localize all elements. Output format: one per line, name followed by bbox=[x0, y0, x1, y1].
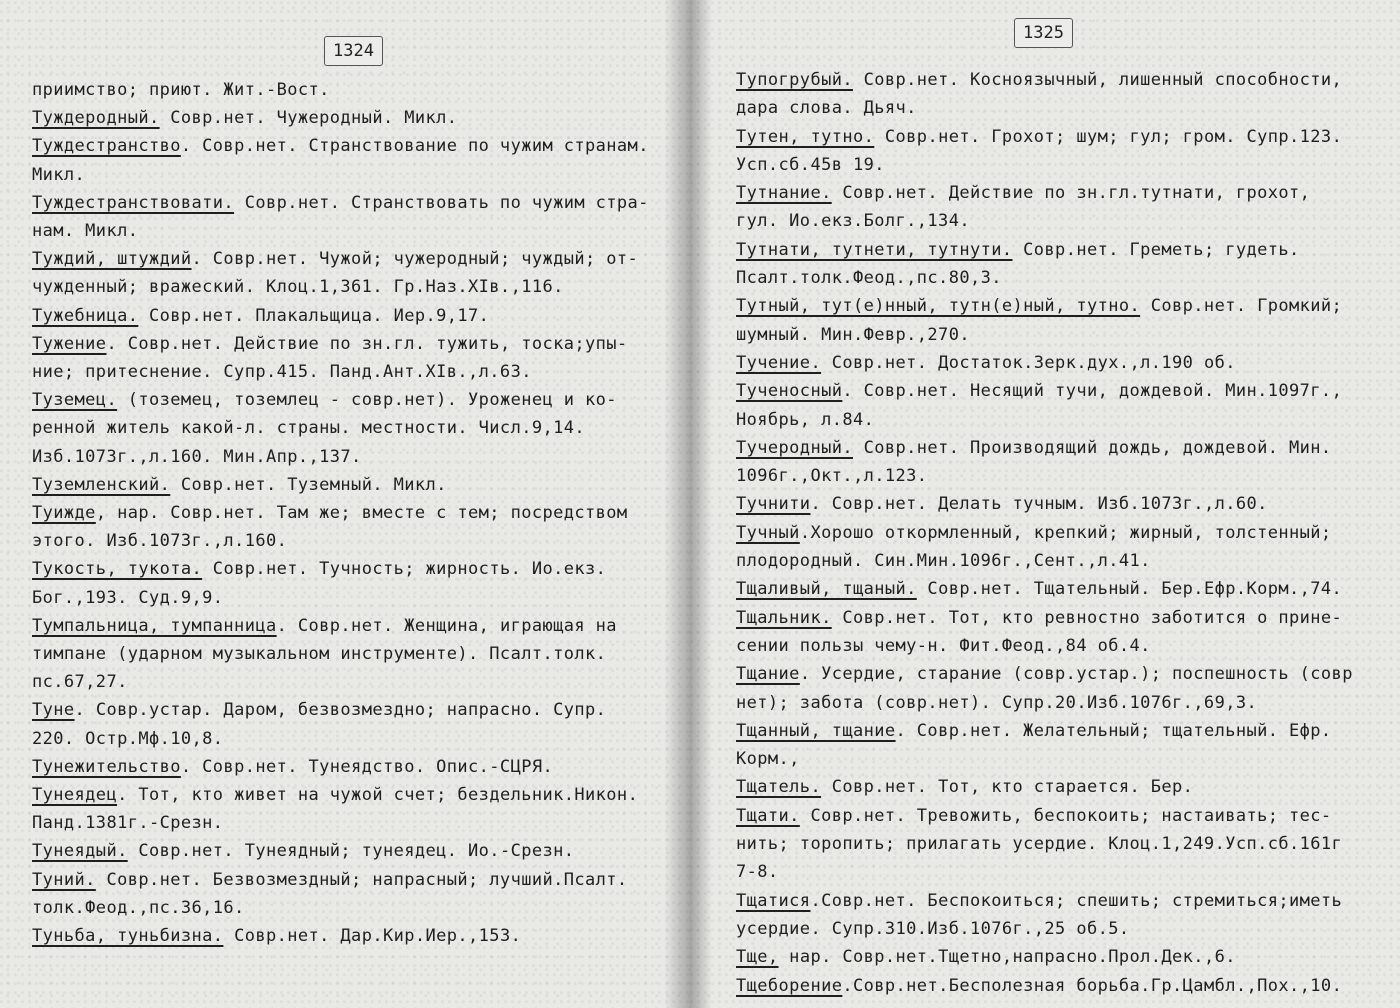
entry-text: нар. Совр.нет.Тщетно,напрасно.Прол.Дек.,6. bbox=[778, 947, 1236, 968]
entry-text: нет); забота (совр.нет). Супр.20.Изб.1076г.,69,3. bbox=[736, 692, 1258, 713]
entry-text: Совр.нет. Плакальщица. Иер.9,17. bbox=[138, 305, 490, 326]
entry-text: толк.Феод.,пс.36,16. bbox=[32, 897, 245, 918]
entry-line bbox=[32, 302, 656, 330]
entry-text: Совр.нет. Действие по зн.гл.тутнати, грохот, bbox=[831, 183, 1311, 204]
entry-lines bbox=[736, 66, 1376, 1000]
entry-text: Совр.нет. Греметь; гудеть. bbox=[1012, 239, 1300, 260]
headword: Туждеродный. bbox=[32, 108, 160, 129]
entry-text: 220. Остр.Мф.10,8. bbox=[32, 728, 224, 749]
entry-text: Совр.нет. Тщательный. Бер.Ефр.Корм.,74. bbox=[916, 579, 1343, 600]
entry-text: ренной житель какой-л. страны. местности. Числ.9,14. bbox=[32, 418, 586, 439]
entry-text: . Усердие, старание (совр.устар.); поспешность (совр bbox=[799, 664, 1353, 685]
headword: Тщатися bbox=[736, 890, 811, 911]
entry-line bbox=[736, 519, 1376, 547]
entry-text: 1096г.,Окт.,л.123. bbox=[736, 466, 928, 487]
headword: Туземленский. bbox=[32, 474, 171, 495]
headword: Тунеядец bbox=[32, 785, 118, 806]
entry-line bbox=[32, 809, 656, 837]
entry-text: дара слова. Дьяч. bbox=[736, 98, 917, 119]
entry-line bbox=[32, 499, 656, 527]
entry-line bbox=[32, 161, 656, 189]
entry-line bbox=[736, 802, 1376, 830]
headword: Тучнити bbox=[736, 494, 811, 515]
entry-text: . Совр.нет. Странствование по чужим странам. bbox=[180, 136, 649, 157]
entry-text: Совр.нет. Грохот; шум; гул; гром. Супр.123. bbox=[874, 126, 1343, 147]
entry-text: (тоземец, тоземлец - совр.нет). Уроженец и ко- bbox=[117, 390, 617, 411]
headword: Тучный bbox=[736, 522, 800, 543]
entry-line bbox=[32, 753, 656, 781]
entry-text: . Совр.нет. Делать тучным. Изб.1073г.,л.60. bbox=[810, 494, 1268, 515]
entry-line bbox=[32, 330, 656, 358]
entry-text: . Совр.нет. Желательный; тщательный. Ефр. bbox=[895, 720, 1332, 741]
page-number: 1325 bbox=[1014, 18, 1073, 48]
entry-text: Бог.,193. Суд.9,9. bbox=[32, 587, 224, 608]
entry-line bbox=[32, 471, 656, 499]
entry-text: приимство; приют. Жит.-Вост. bbox=[32, 80, 330, 100]
entry-line bbox=[32, 781, 656, 809]
entry-text: сении пользы чему-н. Фит.Феод.,84 об.4. bbox=[736, 635, 1151, 656]
entry-line bbox=[736, 207, 1376, 235]
headword: Тутный, тут(е)нный, тутн(е)ный, тутно. bbox=[736, 296, 1141, 317]
entry-line bbox=[736, 717, 1376, 745]
entry-text: .Совр.нет. Беспокоиться; спешить; стремиться;иметь bbox=[810, 890, 1343, 911]
entry-line bbox=[32, 189, 656, 217]
entry-line bbox=[736, 264, 1376, 292]
entry-line bbox=[32, 217, 656, 245]
entry-text: Совр.нет. Тревожить, беспокоить; настаивать; тес- bbox=[799, 805, 1332, 826]
entry-text: этого. Изб.1073г.,л.160. bbox=[32, 531, 288, 552]
headword: Тщатель. bbox=[736, 777, 822, 798]
entry-text: Корм., bbox=[736, 749, 800, 770]
entry-line bbox=[736, 604, 1376, 632]
entry-text: Изб.1073г.,л.160. Мин.Апр.,137. bbox=[32, 446, 362, 467]
entry-text: Совр.нет. Достаток.Зерк.дух.,л.190 об. bbox=[821, 352, 1236, 373]
entry-line bbox=[32, 725, 656, 753]
entry-line bbox=[736, 151, 1376, 179]
headword: Тутнати, тутнети, тутнути. bbox=[736, 239, 1013, 260]
entry-text: . Совр.нет. Женщина, играющая на bbox=[276, 615, 617, 636]
entry-text: . Совр.нет. Тунеядство. Опис.-СЦРЯ. bbox=[180, 756, 554, 777]
entry-line bbox=[736, 830, 1376, 858]
entry-line bbox=[32, 668, 656, 696]
headword: Туждестранство bbox=[32, 136, 181, 157]
entry-text: Совр.нет. Громкий; bbox=[1140, 296, 1343, 317]
entry-line bbox=[736, 660, 1376, 688]
entry-text: шумный. Мин.Февр.,270. bbox=[736, 324, 970, 345]
headword: Туждий, штуждий bbox=[32, 249, 192, 270]
left-page bbox=[0, 0, 690, 1008]
entry-line bbox=[32, 584, 656, 612]
entry-text: Панд.1381г.-Срезн. bbox=[32, 813, 224, 834]
entry-line bbox=[32, 640, 656, 668]
entry-text: .Хорошо откормленный, крепкий; жирный, толстенный; bbox=[799, 522, 1332, 543]
entry-text: Совр.нет. Тучность; жирность. Ио.екз. bbox=[202, 559, 607, 580]
headword: Тученосный bbox=[736, 381, 843, 402]
entry-text: нам. Микл. bbox=[32, 221, 139, 242]
entry-line bbox=[736, 94, 1376, 122]
entry-text: плодородный. Син.Мин.1096г.,Сент.,л.41. bbox=[736, 551, 1151, 572]
entry-text: .Совр.нет.Бесполезная борьба.Гр.Цамбл.,Пох.,10. bbox=[842, 975, 1343, 996]
gutter-shadow bbox=[690, 0, 712, 1008]
headword: Тужебница. bbox=[32, 305, 139, 326]
headword: Туземец. bbox=[32, 390, 118, 411]
entry-line bbox=[736, 632, 1376, 660]
entry-line bbox=[736, 575, 1376, 603]
entry-line bbox=[32, 245, 656, 273]
entry-text: Совр.нет. Туземный. Микл. bbox=[170, 474, 447, 495]
entry-text: ние; притеснение. Супр.415. Панд.Ант.XIв.,л.63. bbox=[32, 362, 532, 383]
headword: Тщальник. bbox=[736, 607, 832, 628]
entry-text: Совр.нет. Безвозмездный; напрасный; лучший.Псалт. bbox=[95, 869, 628, 890]
entry-text: Совр.нет. Чужеродный. Микл. bbox=[159, 108, 458, 129]
entry-line bbox=[736, 915, 1376, 943]
entry-text: 7-8. bbox=[736, 862, 779, 883]
headword: Тумпальница, тумпанница bbox=[32, 615, 277, 636]
entry-text: чужденный; вражеский. Клоц.1,361. Гр.Наз.XIв.,116. bbox=[32, 277, 564, 298]
entry-text: Псалт.толк.Феод.,пс.80,3. bbox=[736, 268, 1002, 289]
headword: Тунеядый. bbox=[32, 841, 128, 862]
entry-text: Совр.нет. Тот, кто старается. Бер. bbox=[821, 777, 1194, 798]
entry-line bbox=[736, 773, 1376, 801]
entry-line bbox=[32, 696, 656, 724]
headword: Тщание bbox=[736, 664, 800, 685]
entry-line bbox=[736, 349, 1376, 377]
entry-line bbox=[32, 866, 656, 894]
entry-text: Ноябрь, л.84. bbox=[736, 409, 875, 430]
entry-line bbox=[32, 527, 656, 555]
entry-line bbox=[736, 236, 1376, 264]
entry-line bbox=[32, 414, 656, 442]
headword: Тщеборение bbox=[736, 975, 843, 996]
headword: Тщати. bbox=[736, 805, 800, 826]
entry-text: Совр.нет. Тунеядный; тунеядец. Ио.-Срезн. bbox=[127, 841, 575, 862]
entry-line bbox=[736, 179, 1376, 207]
headword: Тщаливый, тщаный. bbox=[736, 579, 917, 600]
entry-line bbox=[736, 462, 1376, 490]
entry-text: . Совр.нет. Чужой; чужеродный; чуждый; от- bbox=[191, 249, 639, 270]
headword: Тутен, тутно. bbox=[736, 126, 875, 147]
entry-line bbox=[32, 76, 656, 104]
entry-line bbox=[32, 922, 656, 950]
entry-line bbox=[736, 66, 1376, 94]
entry-line bbox=[736, 745, 1376, 773]
entry-line bbox=[736, 377, 1376, 405]
entry-text: тимпане (ударном музыкальном инструменте). Псалт.толк. bbox=[32, 644, 607, 665]
headword: Тщанный, тщание bbox=[736, 720, 896, 741]
entry-line bbox=[736, 292, 1376, 320]
entry-line bbox=[32, 894, 656, 922]
entry-text: Совр.нет. Производящий дождь, дождевой. Мин. bbox=[852, 437, 1332, 458]
entry-line bbox=[32, 358, 656, 386]
headword: Туньба, туньбизна. bbox=[32, 926, 224, 947]
entry-line bbox=[32, 132, 656, 160]
entry-text: Совр.нет. Тот, кто ревностно заботится о принe- bbox=[831, 607, 1343, 628]
headword: Тучение. bbox=[736, 352, 822, 373]
entry-line bbox=[736, 547, 1376, 575]
entry-text: пс.67,27. bbox=[32, 672, 128, 693]
entry-line bbox=[32, 612, 656, 640]
entry-line bbox=[32, 837, 656, 865]
headword: Туижде bbox=[32, 503, 96, 524]
entry-line bbox=[736, 943, 1376, 971]
entry-text: , нар. Совр.нет. Там же; вместе с тем; посредством bbox=[95, 503, 628, 524]
headword: Тукость, тукота. bbox=[32, 559, 203, 580]
headword: Тупогрубый. bbox=[736, 70, 853, 90]
entry-line bbox=[736, 123, 1376, 151]
entry-line bbox=[736, 858, 1376, 886]
entry-text: Совр.нет. Странствовать по чужим стра- bbox=[234, 192, 649, 213]
entry-text: . Тот, кто живет на чужой счет; бездельник.Никон. bbox=[117, 785, 639, 806]
entry-line bbox=[32, 386, 656, 414]
headword: Тунежительство bbox=[32, 756, 181, 777]
entry-text: нить; торопить; прилагать усердие. Клоц.1,249.Усп.сб.161г bbox=[736, 834, 1343, 855]
entry-text: гул. Ио.екз.Болг.,134. bbox=[736, 211, 970, 232]
entry-line bbox=[32, 555, 656, 583]
entry-line bbox=[736, 972, 1376, 1000]
right-page bbox=[690, 0, 1400, 1008]
entry-text: Усп.сб.45в 19. bbox=[736, 154, 885, 175]
entry-line bbox=[32, 443, 656, 471]
headword: Туне bbox=[32, 700, 75, 721]
headword: Туждестранствовати. bbox=[32, 192, 235, 213]
headword: Тутнание. bbox=[736, 183, 832, 204]
headword: Тще, bbox=[736, 947, 779, 968]
entry-text: Совр.нет. Косноязычный, лишенный способности, bbox=[852, 70, 1343, 90]
entry-line bbox=[736, 689, 1376, 717]
entry-lines bbox=[32, 76, 656, 950]
headword: Тужение bbox=[32, 333, 107, 354]
entry-line bbox=[736, 321, 1376, 349]
page-number: 1324 bbox=[324, 36, 383, 66]
entry-line bbox=[736, 887, 1376, 915]
entry-text: Микл. bbox=[32, 164, 86, 185]
entry-text: . Совр.нет. Действие по зн.гл. тужить, тоска;упы- bbox=[106, 333, 628, 354]
entry-text: . Совр.устар. Даром, безвозмездно; напрасно. Супр. bbox=[74, 700, 607, 721]
entry-line bbox=[32, 104, 656, 132]
headword: Туний. bbox=[32, 869, 96, 890]
gutter-shadow bbox=[664, 0, 690, 1008]
entry-line bbox=[32, 273, 656, 301]
entry-line bbox=[736, 434, 1376, 462]
entry-line bbox=[736, 490, 1376, 518]
entry-text: . Совр.нет. Несящий тучи, дождевой. Мин.1097г., bbox=[842, 381, 1343, 402]
headword: Тучеродный. bbox=[736, 437, 853, 458]
entry-line bbox=[736, 406, 1376, 434]
entry-text: усердие. Супр.310.Изб.1076г.,25 об.5. bbox=[736, 918, 1130, 939]
entry-text: Совр.нет. Дар.Кир.Иер.,153. bbox=[223, 926, 522, 947]
